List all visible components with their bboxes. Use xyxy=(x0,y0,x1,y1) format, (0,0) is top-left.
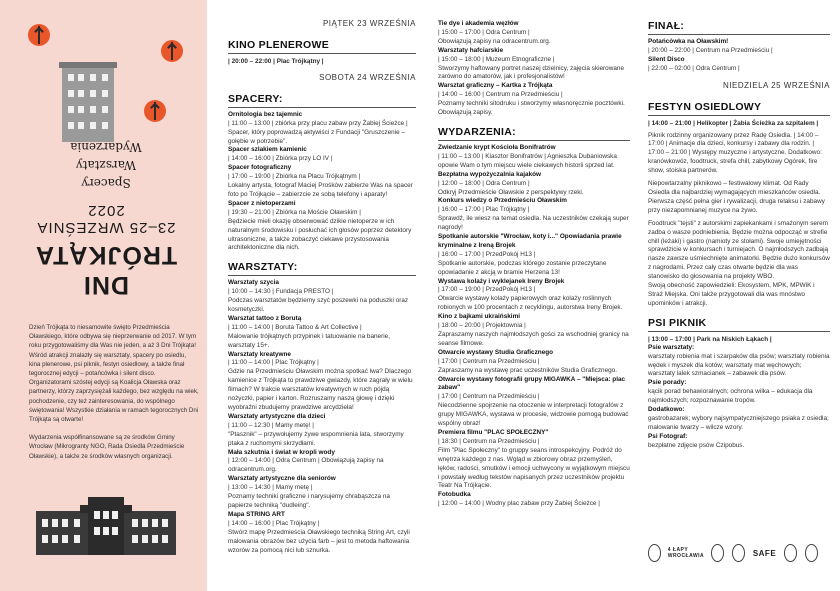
item-title: Warsztaty szycia xyxy=(228,279,279,287)
psi-subheading: Dodatkowo: xyxy=(648,406,685,414)
subtitle-2: Warsztaty xyxy=(75,158,137,172)
item-description: Stworzymy haftowany portret naszej dzielnicy, zajęcia skierowane zarówno do amatorów, jak i profesjonalistów! xyxy=(438,64,624,81)
item-description: Odkryj Przedmieście Oławskie z perspektywy rzeki. xyxy=(438,188,584,196)
divider xyxy=(228,53,416,54)
item-description: Poznamy techniki sitodruku i stworzymy własnoręcznie pocztówki. Obowiązują zapisy. xyxy=(438,100,625,117)
program-item xyxy=(228,413,416,449)
intro-paragraph: Dzień Trójkąta to niesamowite święto Przedmieścia Oławskiego, które odbywa się nieprzerwanie od 2017. W tym roku przygotowaliśmy dla Was nie jeden, a aż 3 Dni Trójkąta! Wśród atrakcji znalazły się warsztaty, spacery po osiedlu, kina plenerowe, psi piknik, festyn osiedlowy, a także finał tegorocznej edycji – potańcówka i silent disco. Organizatorami szóstej edycji są Koalicja Oławska oraz partnerzy, którzy zaprzysiężali każdego, bez względu na wiek, pochodzenie, czy też zainteresowania, do wspólnego świętowania! Wszystkie działania w ramach tegorocznych Dni Trójkąta są otwarte! xyxy=(29,324,199,424)
spacery-list xyxy=(228,111,416,254)
day-heading-friday: PIĄTEK 23 WRZEŚNIA xyxy=(322,19,416,28)
item-description: Spotkanie autorskie, podczas którego zostanie przeczytane opowiadanie z akcją w bramie Herzena 13! xyxy=(438,259,607,276)
program-item xyxy=(438,82,630,118)
psi-text: warsztaty robienia mat i szarpaków dla psów; warsztaty robienia wędek i myszek dla kotów; warsztaty mat węchowych; warsztaty lalek szmacianek – zabawek dla psów. xyxy=(648,352,830,378)
festyn-paragraph: Niepowtarzalny piknikowo – festiwalowy klimat. Od Rady Osiedla dla najbardziej wymagających mieszkańców osiedla. Pierwsza część pełna gier i rywalizacji, druga relaksu i zabawy przy niezapomnianej muzyce na żywo. xyxy=(648,180,825,214)
partner-logo xyxy=(711,544,724,562)
item-title: Kino z bajkami ukraińskimi xyxy=(438,313,521,321)
program-item xyxy=(438,491,630,509)
item-title: Warsztaty artystyczne dla seniorów xyxy=(228,475,336,483)
section-title-final: FINAŁ: xyxy=(648,20,685,32)
item-meta: | 16:00 – 17:00 | Plac Trójkątny | xyxy=(438,206,530,214)
item-meta: | 11:00 – 12:30 | Mamy metę! | xyxy=(228,421,314,429)
day-heading-saturday: SOBOTA 24 WRZEŚNIA xyxy=(319,72,416,82)
program-item xyxy=(648,38,830,56)
item-description: Sprawdź, ile wiesz na temat osiedla. Na uczestników czekają super nagrody! xyxy=(438,215,629,232)
partner-logo: 4 ŁAPY WROCŁAWIA xyxy=(667,547,705,559)
program-item xyxy=(438,20,630,47)
item-title: Silent Disco xyxy=(648,55,685,63)
palace-illustration xyxy=(36,497,176,555)
program-item xyxy=(228,315,416,351)
item-meta: | 12:00 – 14:00 | Odra Centrum | Obowiązują zapisy na odracentrum.org. xyxy=(228,457,384,474)
item-meta: | 17:00 – 19:00 | Zbiórka na Placu Trójkątnym | xyxy=(228,173,361,181)
item-title: Konkurs wiedzy o Przedmieściu Oławskim xyxy=(438,197,567,205)
item-title: Zwiedzanie krypt Kościoła Bonifratrów xyxy=(438,143,556,151)
item-meta: | 11:00 – 14:00 | Plac Trójkątny | xyxy=(228,359,319,367)
festyn-paragraph: Foodtruck "tejsti" z autorskimi zapiekankami i smażonym serem zadba o wasze podniebienia. Będzie można odpocząć w strefie chill (leżaki) i gastro (namioty ze stołami). Swoje umiejętności sprawdzicie w konkursach i turniejach. O najmłodszych zadbają nasze zawsze uśmiechnięte animatorki. Będzie dużo konkursów z nagrodami. Przez cały czas otwarte będzie dla was stanowisko do głosowania na projekty WBO. xyxy=(648,219,830,281)
program-item xyxy=(228,146,416,164)
program-item xyxy=(438,47,630,83)
program-item xyxy=(228,164,416,200)
item-description: Film "Plac Społeczny" to gruppy seans introspekcyjny. Podróż do wnętrza każdego z nas. Wgląd w zbiorowy obraz przemyśleń, lęków, radości, smutków i emocji uchwycony w wyjątkowym miejscu i powstały według tekstów napisanych przez uczestników projektu Teatr Na Trójkącie. xyxy=(438,446,630,490)
item-meta: | 16:00 – 17:00 | PrzedPokój H13 | xyxy=(438,250,536,258)
item-title: Warsztat graficzny – Kartka z Trójkąta xyxy=(438,82,553,90)
item-title: Warsztat tattoo z Borutą xyxy=(228,314,302,322)
item-meta: | 17:00 – 19:00 | PrzedPokój H13 | xyxy=(438,286,536,294)
item-description: Malowanie trójkątnych przypinek i tatuowanie na banerie, warsztaty 15+. xyxy=(228,332,390,349)
section-title-spacery: SPACERY: xyxy=(228,92,283,105)
item-title: Spacer szlakiem kamienic xyxy=(228,146,307,154)
psi-text: gastrobazarek; wybory najsympatyczniejszego psiaka z osiedla; malowanie twarzy – wilcze wzory. xyxy=(648,415,829,431)
psi-subheading: Psie warsztaty: xyxy=(648,343,695,351)
section-title-kino: KINO PLENEROWE xyxy=(228,38,330,51)
item-description: Obowiązują zapisy na odracentrum.org. xyxy=(438,37,551,45)
program-item xyxy=(438,197,630,233)
item-title: Warsztaty artystyczne dla dzieci xyxy=(228,412,326,420)
item-meta: | 11:00 – 14:00 | Boruta Tattoo & Art Collective | xyxy=(228,323,362,331)
partner-logo: SAFE xyxy=(752,548,777,558)
partner-logo xyxy=(732,544,745,562)
program-item xyxy=(648,56,830,74)
item-title: Warsztaty hafciarskie xyxy=(438,46,504,54)
warsztaty-continued-list xyxy=(438,20,630,118)
section-title-festyn: FESTYN OSIEDLOWY xyxy=(648,100,762,113)
intro-text xyxy=(29,323,199,470)
section-title-wydarzenia: WYDARZENIA: xyxy=(438,125,516,138)
divider xyxy=(438,140,630,141)
item-description: Stwórz mapę Przedmieścia Oławskiego techniką String Art, czyli malowania obrazów bez użycia farb – jest to metoda haftowania wzorów za pomocą nici lub sznurka. xyxy=(228,528,410,554)
divider xyxy=(648,34,830,35)
section-title-warsztaty: WARSZTATY: xyxy=(228,261,298,274)
item-title: Otwarcie wystawy Studia Graficznego xyxy=(438,348,554,356)
warsztaty-list xyxy=(228,279,416,555)
day-heading-sunday: NIEDZIELA 25 WRZEŚNIA xyxy=(723,80,830,90)
partner-logo xyxy=(648,544,661,562)
tree-icon xyxy=(28,24,52,48)
psi-text: bezpłatne zdjęcie psów Czipobus. xyxy=(648,441,745,449)
item-title: Mała szkutnia i świat w kropli wody xyxy=(228,448,335,456)
item-meta: | 14:00 – 16:00 | Plac Trójkątny | xyxy=(228,519,320,527)
partner-logo xyxy=(784,544,797,562)
item-title: Spacer fotograficzny xyxy=(228,164,292,172)
subtitle-1: Spacery xyxy=(81,176,131,190)
item-meta: | 10:00 – 14:30 | Fundacja PRESTO | xyxy=(228,288,334,296)
item-meta: | 14:00 – 16:00 | Zbiórka przy LO IV | xyxy=(228,155,333,163)
program-item xyxy=(438,144,630,171)
program-item xyxy=(228,200,416,253)
festyn-paragraph: Swoją obecność zapowiedzieli: Ekosystem, MPK, MPWiK i Straż Miejska. Oni także przygotowali dla was mnóstwo upominków i atrakcji. xyxy=(648,282,815,307)
item-title: Otwarcie wystawy fotografii grupy MIGAWKA – "Miejsca: plac zabaw" xyxy=(438,375,626,392)
divider xyxy=(648,331,830,332)
item-description: Gdzie na Przedmieściu Oławskim można spotkać lwa? Dlaczego kamienice z Trójkąta to prawdziwe gwiazdy, które zagrały w wielu filmach? W trakcie warsztatów kreatywnych w ruch pójdą nożyczki, papier i karton. Rozruszamy naszą głowę i dzięki wyobraźni zbudujemy prawdziwe arcydzieła! xyxy=(228,368,413,411)
kino-meta: | 20:00 – 22:00 | Plac Trójkątny | xyxy=(228,57,324,65)
item-title: Spotkanie autorskie "Wrocław, koty i..." Opowiadania prawie kryminalne z Ireną Brojek xyxy=(438,233,622,249)
item-description: Będziecie mieli okazję obserwować dzikie nietoperze w ich naturalnym środowisku i posłuchać ich głosów poprzez detektory ultrasoniczne, a także zobaczyć ciekawe przystosowania architektoniczne dla nich. xyxy=(228,217,412,252)
subtitle-3: Wydarzenia xyxy=(70,140,142,154)
item-meta: | 14:00 – 16:00 | Centrum na Przedmieściu | xyxy=(438,91,563,99)
wydarzenia-list xyxy=(438,144,630,509)
item-title: Ornitologia bez tajemnic xyxy=(228,110,303,118)
item-description: Niecodzienne spojrzenie na otoczenie w interpretacji fotografów z grupy MIGAWKA, wystawa w procesie, widzowie pomogą budować wspólny obraz! xyxy=(438,402,629,428)
divider xyxy=(228,275,416,276)
psi-meta: | 13:00 – 17:00 | Park na Niskich Łąkach | xyxy=(648,335,772,343)
item-title: Warsztaty kreatywne xyxy=(228,350,291,358)
program-item xyxy=(228,511,416,556)
program-item xyxy=(438,349,630,376)
program-item xyxy=(228,351,416,413)
item-description: Otwarcie wystawy kolaży papierowych oraz kolaży roślinnych robionych w 100 procentach z recyklingu, autorstwa Ireny Brojek. xyxy=(438,295,623,312)
program-column-2 xyxy=(438,0,630,591)
item-title: Spacer z nietoperzami xyxy=(228,199,296,207)
program-item xyxy=(438,233,630,278)
program-item xyxy=(228,279,416,315)
event-title: DNI TRÓJKĄTA xyxy=(34,241,178,299)
divider xyxy=(228,107,416,108)
final-list xyxy=(648,38,830,74)
item-meta: | 20:00 – 22:00 | Centrum na Przedmieściu | xyxy=(648,46,773,54)
item-title: Premiera filmu "PLAC SPOŁECZNY" xyxy=(438,428,549,436)
tree-icon xyxy=(144,100,168,124)
item-meta: | 11:00 – 13:00 | zbiórka przy placu zabaw przy Żabiej Ścieżce | xyxy=(228,119,408,127)
cover-panel xyxy=(0,0,207,591)
item-meta: | 15:00 – 18:00 | Muzeum Etnograficzne | xyxy=(438,55,555,63)
item-meta: | 22:00 – 02:00 | Odra Centrum | xyxy=(648,64,740,72)
psi-text: kącik porad behawioralnych; ochrona wilka – edukacja dla najmłodszych; rozpoznawanie tropów. xyxy=(648,388,813,405)
partner-logo xyxy=(805,544,818,562)
program-item xyxy=(438,429,630,491)
item-description: Poznamy techniki graficzne i narysujemy chrabąszcza na papierze techniką "dudleing". xyxy=(228,493,390,509)
item-title: Bezpłatna wypożyczalnia kajaków xyxy=(438,170,541,178)
item-meta: | 12:00 – 14:00 | Wodny plac zabaw przy Żabiej Ścieżce | xyxy=(438,500,600,508)
tree-icon xyxy=(161,40,185,64)
program-column-3 xyxy=(648,0,830,591)
program-item xyxy=(438,171,630,198)
psi-subheading: Psi Fotograf: xyxy=(648,432,688,440)
item-description: Zapraszamy na wystawę prac uczestników Studia Graficznego. xyxy=(438,366,618,374)
festyn-paragraph: Piknik rodzinny organizowany przez Radę Osiedla. | 14:00 – 17:00 | Animacje dla dzieci, konkursy i zabawy dla rodzin. | 17:00 – 21:00 | Występy muzyczne i artystyczne. Dodatkowo: kranówkowóz, foodtruck, strefa chill, zabytkowy Ogórek, fire show, stoiska partnerów. xyxy=(648,131,822,175)
divider xyxy=(648,115,830,116)
item-meta: | 18:00 – 20:00 | Projektownia | xyxy=(438,322,526,330)
program-item xyxy=(438,278,630,314)
section-title-psi-piknik: PSI PIKNIK xyxy=(648,316,707,329)
item-meta: | 15:00 – 17:00 | Odra Centrum | xyxy=(438,28,530,36)
program-item xyxy=(438,313,630,349)
item-description: Spacer, który poprowadzą aktywiści z Fundacji "Gruszczenie – gołębie w potrzebie". xyxy=(228,128,406,145)
item-title: Tie dye i akademia węzłów xyxy=(438,20,519,27)
item-meta: | 13:00 – 14:30 | Mamy metę | xyxy=(228,484,313,492)
program-item xyxy=(228,111,416,147)
item-meta: | 19:30 – 21:00 | Zbiórka na Moście Oławskim | xyxy=(228,208,361,216)
item-meta: | 17:00 | Centrum na Przedmieściu | xyxy=(438,393,540,401)
item-meta: | 18:30 | Centrum na Przedmieściu | xyxy=(438,437,540,445)
event-dates: 23–25 WRZEŚNIA 2022 xyxy=(36,202,176,236)
program-column-1 xyxy=(228,0,416,591)
item-description: Lokalny artysta, fotograf Maciej Prośków zabierze Was na spacer foto po Trójkącie – zabierzcie ze sobą telefony i aparaty! xyxy=(228,182,413,198)
item-description: Podczas warsztatów będziemy szyć poszewki na poduszki oraz kosmetyczki. xyxy=(228,297,409,314)
item-title: Fotobudka xyxy=(438,491,471,499)
item-title: Potańcówka na Oławskim! xyxy=(648,38,729,45)
item-meta: | 12:00 – 18:00 | Odra Centrum | xyxy=(438,179,530,187)
funding-paragraph: Wydarzenia współfinansowane są ze środków Gminy Wrocław (Mikrogranty NGO, Rada Osiedla Przedmieście Oławskie), a także ze środków własnych organizacji. xyxy=(29,434,185,460)
item-description: Zapraszamy naszych najmłodszych gości za wschodniej granicy na seanse filmowe. xyxy=(438,331,629,347)
building-illustration xyxy=(62,66,114,142)
sponsor-logos xyxy=(648,540,818,566)
item-meta: | 17:00 | Centrum na Przedmieściu | xyxy=(438,357,540,365)
program-item xyxy=(228,475,416,511)
program-item xyxy=(228,449,416,476)
item-title: Mapa STRING ART xyxy=(228,510,285,518)
cover-title-block xyxy=(20,140,192,300)
festyn-meta: | 14:00 – 21:00 | Helikopter | Żabia Ścieżka za szpitalem | xyxy=(648,119,819,127)
item-title: Wystawa kolaży i wyklejanek Ireny Brojek xyxy=(438,277,565,285)
item-description: "Ptasznik" – przywołujemy żywe wspomnienia lata, stworzymy ptaka z ruchomymi skrzydłami. xyxy=(228,430,404,447)
item-meta: | 11:00 – 13:00 | Klasztor Bonifratrów | Agnieszka Dubaniowska opowie Wam o tym miejscu wiele ciekawych historii sprzed lat. xyxy=(438,152,617,169)
psi-subheading: Psie porady: xyxy=(648,379,687,387)
program-item xyxy=(438,376,630,429)
